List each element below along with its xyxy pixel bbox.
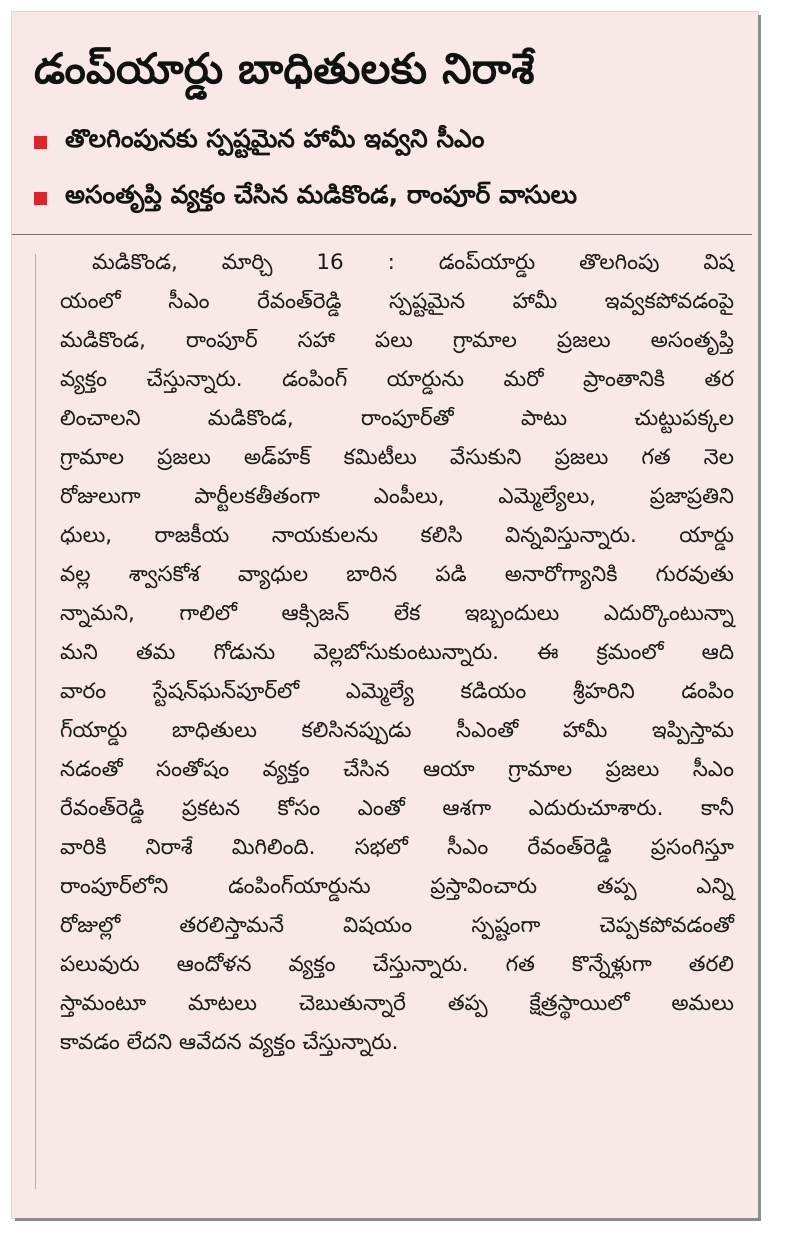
bullet-square-icon — [34, 192, 47, 205]
body-line: ధులు, రాజకీయ నాయకులను కలిసి విన్నవిస్తున్నారు. యార్డు — [60, 523, 734, 548]
bullet-square-icon — [34, 136, 47, 149]
subheading-item — [34, 114, 758, 170]
body-line: వారికి నిరాశే మిగిలింది. సభలో సీఎం రేవంత్‌రెడ్డి ప్రసంగిస్తూ — [60, 835, 734, 860]
body-line: పలువురు ఆందోళన వ్యక్తం చేస్తున్నారు. గత కొన్నేళ్లుగా తరలి — [60, 952, 734, 977]
body-line: రాంపూర్‌లోని డంపింగ్‌యార్డును ప్రస్తావించారు తప్ప ఎన్ని — [60, 874, 734, 899]
body-line: రేవంత్‌రెడ్డి ప్రకటన కోసం ఎంతో ఆశగా ఎదురుచూశారు. కానీ — [60, 796, 734, 821]
column-rule — [35, 254, 36, 1189]
body-line: మడికొండ, రాంపూర్ సహా పలు గ్రామాల ప్రజలు అసంతృప్తి — [60, 328, 734, 353]
body-line: మని తమ గోడును వెల్లబోసుకుంటున్నారు. ఈ క్రమంలో ఆది — [60, 640, 734, 665]
body-line: వారం స్టేషన్‌ఘన్‌పూర్‌లో ఎమ్మెల్యే కడియం శ్రీహరిని డంపిం — [60, 679, 734, 704]
body-line: లించాలని మడికొండ, రాంపూర్‌తో పాటు చుట్టుపక్కల — [60, 406, 734, 431]
subheading-text: తొలగింపునకు స్పష్టమైన హామీ ఇవ్వని సీఎం — [65, 124, 485, 153]
body-line: నడంతో సంతోషం వ్యక్తం చేసిన ఆయా గ్రామాల ప్రజలు సీఎం — [60, 757, 734, 782]
body-line: వల్ల శ్వాసకోశ వ్యాధుల బారిన పడి అనారోగ్యానికి గురవుతు — [60, 562, 734, 587]
body-line: యంలో సీఎం రేవంత్‌రెడ్డి స్పష్టమైన హామీ ఇవ్వకపోవడంపై — [60, 289, 734, 314]
subheading-text: అసంతృప్తి వ్యక్తం చేసిన మడికొండ, రాంపూర్ వాసులు — [65, 180, 577, 209]
body-line: గ్‌యార్డు బాధితులు కలిసినప్పుడు సీఎంతో హామీ ఇప్పిస్తామ — [60, 718, 734, 743]
body-line: వ్యక్తం చేస్తున్నారు. డంపింగ్ యార్డును మరో ప్రాంతానికి తర — [60, 367, 734, 392]
subheadings — [12, 114, 758, 226]
body-line: న్నామని, గాలిలో ఆక్సిజన్ లేక ఇబ్బందులు ఎదుర్కొంటున్నా — [60, 601, 734, 626]
body-line: రోజులుగా పార్టీలకతీతంగా ఎంపీలు, ఎమ్మెల్యేలు, ప్రజాప్రతిని — [60, 484, 734, 509]
news-clipping — [12, 12, 758, 1218]
body-line: గ్రామాల ప్రజలు అడ్‌హక్ కమిటీలు వేసుకుని ప్రజలు గత నెల — [60, 445, 734, 470]
article-body — [12, 235, 758, 1062]
body-line: మడికొండ, మార్చి 16 : డంప్‌యార్డు తొలగింపు విష — [92, 250, 734, 275]
headline: డంప్‌యార్డు బాధితులకు నిరాశే — [34, 44, 535, 93]
subheading-item — [34, 170, 758, 226]
body-line: రోజుల్లో తరలిస్తామనే విషయం స్పష్టంగా చెప్పకపోవడంతో — [60, 913, 734, 938]
body-line: కావడం లేదని ఆవేదన వ్యక్తం చేస్తున్నారు. — [60, 1030, 399, 1055]
body-line: స్తామంటూ మాటలు చెబుతున్నారే తప్ప క్షేత్రస్థాయిలో అమలు — [60, 991, 734, 1016]
